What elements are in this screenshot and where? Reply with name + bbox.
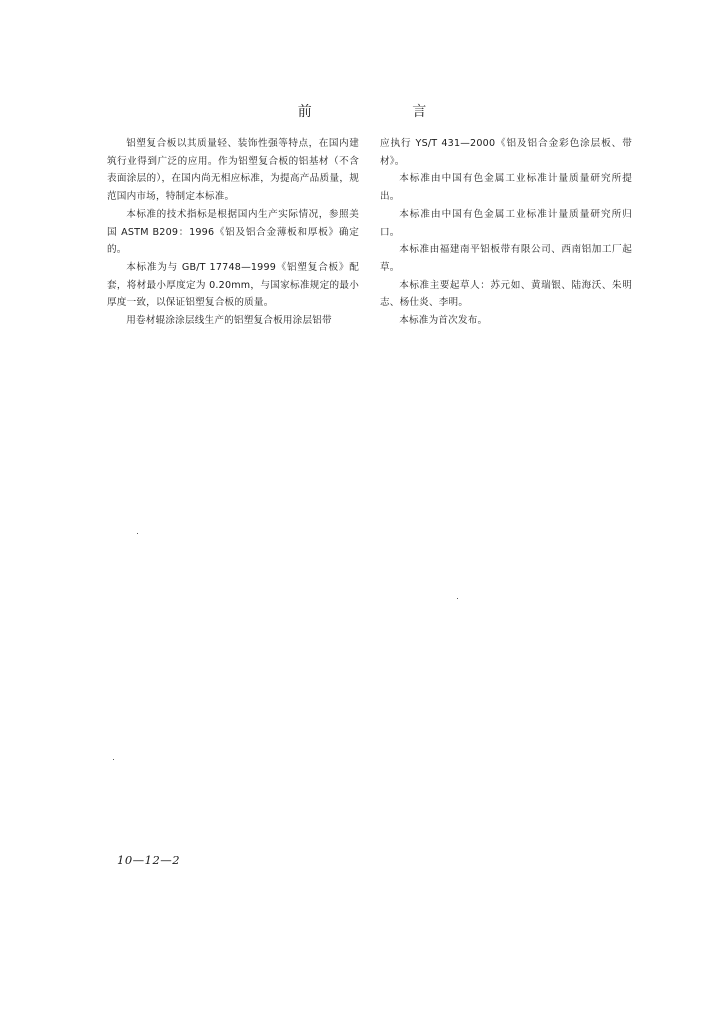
right-column [380, 135, 632, 330]
paragraph-coated-strip-continued: 应执行 YS/T 431—2000《铝及铝合金彩色涂层板、带材》。 [380, 138, 632, 167]
scan-speck [457, 598, 458, 599]
left-column [107, 135, 359, 330]
paragraph-main-drafters: 本标准主要起草人：苏元如、黄瑞银、陆海沃、朱明志、杨仕炎、李明。 [380, 279, 632, 309]
page-title: 前 言 [297, 104, 475, 120]
paragraph-first-release: 本标准为首次发布。 [399, 315, 488, 327]
paragraph-coated-strip: 用卷材辊涂涂层线生产的铝塑复合板用涂层铝带 [126, 315, 332, 327]
scan-speck [113, 759, 114, 760]
paragraph-proposed-by: 本标准由中国有色金属工业标准计量质量研究所提出。 [380, 173, 632, 203]
paragraph-thickness: 本标准为与 GB/T 17748—1999《铝塑复合板》配套，将材最小厚度定为 0.20mm，与国家标准规定的最小厚度一致，以保证铝塑复合板的质量。 [107, 261, 359, 309]
paragraph-technical-basis: 本标准的技术指标是根据国内生产实际情况，参照美国 ASTM B209：1996《铝及铝合金薄板和厚板》确定的。 [107, 208, 359, 256]
scan-speck [137, 533, 138, 534]
page-number: 10—12—2 [117, 853, 181, 867]
paragraph-drafted-by: 本标准由福建南平铝板带有限公司、西南铝加工厂起草。 [380, 244, 632, 273]
paragraph-managed-by: 本标准由中国有色金属工业标准计量质量研究所归口。 [380, 208, 632, 238]
paragraph-intro: 铝塑复合板以其质量轻、装饰性强等特点，在国内建筑行业得到广泛的应用。作为铝塑复合板的铝基材（不含表面涂层的），在国内尚无相应标准，为提高产品质量，规范国内市场，特制定本标准。 [107, 138, 359, 203]
